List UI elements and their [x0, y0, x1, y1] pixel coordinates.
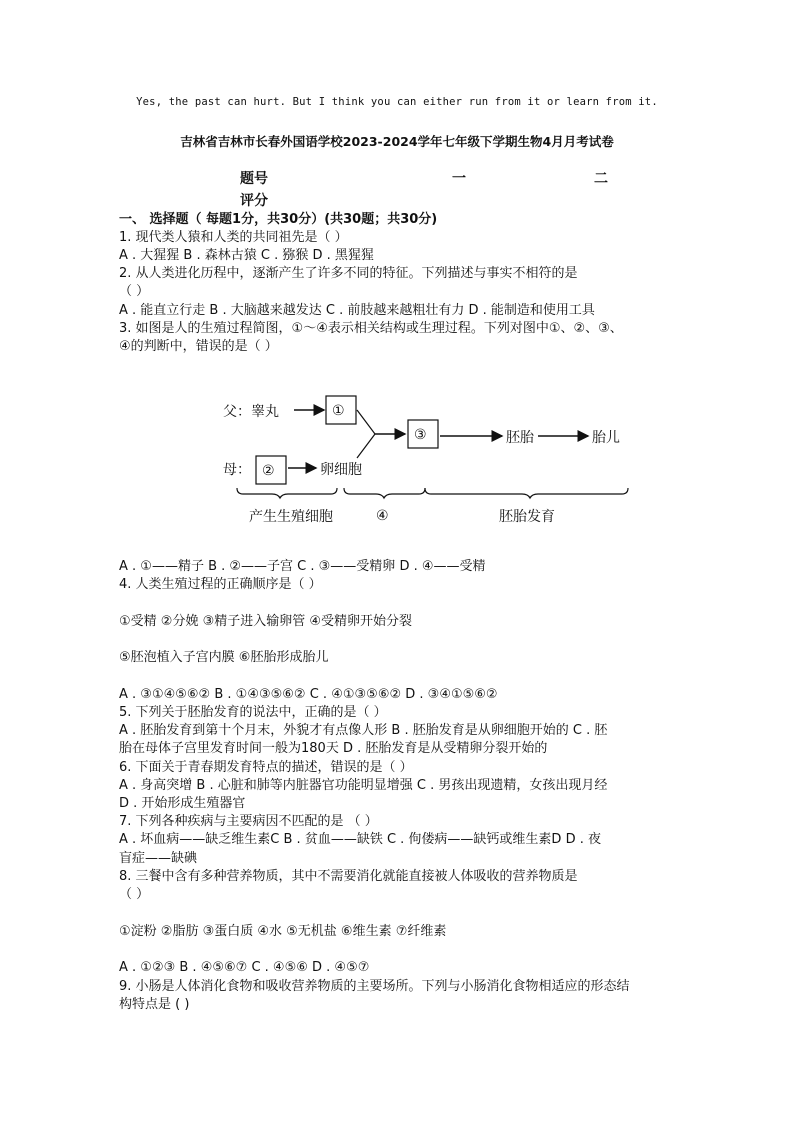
question-3-cont: ④的判断中，错误的是（ ）: [119, 339, 278, 354]
question-1-options: A . 大猩猩 B . 森林古猿 C . 猕猴 D . 黑猩猩: [119, 248, 374, 263]
question-9-cont: 构特点是 ( ): [119, 997, 190, 1012]
egg-label: 卵细胞: [320, 462, 362, 478]
question-8-items: ①淀粉 ②脂肪 ③蛋白质 ④水 ⑤无机盐 ⑥维生素 ⑦纤维素: [119, 924, 447, 939]
box-2-label: ②: [262, 463, 275, 479]
question-4-options: A . ③①④⑤⑥② B . ①④③⑤⑥② C . ④①③⑤⑥② D . ③④①⑤⑥②: [119, 687, 498, 702]
embryo-label: 胚胎: [506, 430, 534, 446]
brace-3-label: 胚胎发育: [499, 509, 555, 525]
question-9: 9. 小肠是人体消化食物和吸收营养物质的主要场所。下列与小肠消化食物相适应的形态结: [119, 979, 630, 994]
question-5-options-1: A . 胚胎发育到第十个月末，外貌才有点像人形 B . 胚胎发育是从卵细胞开始的 C . 胚: [119, 723, 608, 738]
question-6: 6. 下面关于青春期发育特点的描述，错误的是（ ）: [119, 760, 413, 775]
box-1-label: ①: [332, 403, 345, 419]
score-table-score-label: 评分: [240, 193, 268, 209]
question-7: 7. 下列各种疾病与主要病因不匹配的是 （ ）: [119, 814, 378, 829]
question-6-options-1: A . 身高突增 B . 心脏和肺等内脏器官功能明显增强 C . 男孩出现遗精，女孩出现月经: [119, 778, 608, 793]
brace-3: [425, 488, 628, 498]
question-8-options: A . ①②③ B . ④⑤⑥⑦ C . ④⑤⑥ D . ④⑤⑦: [119, 960, 370, 975]
question-8: 8. 三餐中含有多种营养物质，其中不需要消化就能直接被人体吸收的营养物质是: [119, 869, 578, 884]
question-4-items-1: ①受精 ②分娩 ③精子进入输卵管 ④受精卵开始分裂: [119, 614, 413, 629]
question-5: 5. 下列关于胚胎发育的说法中，正确的是（ ）: [119, 705, 387, 720]
brace-1: [237, 488, 337, 498]
brace-1-label: 产生生殖细胞: [249, 509, 333, 525]
reproduction-diagram: [220, 390, 640, 530]
question-6-options-2: D . 开始形成生殖器官: [119, 796, 246, 811]
fetus-label: 胎儿: [592, 430, 620, 446]
score-table-header-label: 题号: [240, 171, 268, 187]
question-4-items-2: ⑤胚泡植入子宫内膜 ⑥胚胎形成胎儿: [119, 650, 329, 665]
merge-lines: [357, 410, 375, 458]
question-3: 3. 如图是人的生殖过程简图，①～④表示相关结构或生理过程。下列对图中①、②、③、: [119, 321, 623, 336]
section-heading: 一、 选择题（ 每题1分，共30分）(共30题；共30分): [119, 212, 438, 227]
score-table-col-1: 一: [452, 171, 466, 187]
question-5-options-2: 胎在母体子宫里发育时间一般为180天 D . 胚胎发育是从受精卵分裂开始的: [119, 741, 548, 756]
box-3-label: ③: [414, 427, 427, 443]
page-title: 吉林省吉林市长春外国语学校2023-2024学年七年级下学期生物4月月考试卷: [180, 134, 614, 149]
father-label: 父：睾丸: [223, 404, 279, 420]
question-2: 2. 从人类进化历程中，逐渐产生了许多不同的特征。下列描述与事实不相符的是: [119, 266, 578, 281]
question-2-options: A . 能直立行走 B . 大脑越来越发达 C . 前肢越来越粗壮有力 D . 能制造和使用工具: [119, 303, 595, 318]
brace-2: [344, 488, 425, 498]
brace-2-label: ④: [376, 508, 389, 524]
question-8-bracket: （ ）: [119, 887, 150, 902]
score-table-col-2: 二: [594, 171, 608, 187]
question-4: 4. 人类生殖过程的正确顺序是（ ）: [119, 577, 322, 592]
question-3-options: A . ①——精子 B . ②——子宫 C . ③——受精卵 D . ④——受精: [119, 559, 486, 574]
question-7-options-1: A . 坏血病——缺乏维生素C B . 贫血——缺铁 C . 佝偻病——缺钙或维生素D D . 夜: [119, 832, 601, 847]
question-2-bracket: （ ）: [119, 284, 150, 299]
question-1: 1. 现代类人猿和人类的共同祖先是（ ）: [119, 230, 348, 245]
question-7-options-2: 盲症——缺碘: [119, 851, 198, 866]
motto: Yes, the past can hurt. But I think you can either run from it or learn from it.: [136, 96, 658, 108]
mother-label: 母：: [223, 462, 251, 478]
